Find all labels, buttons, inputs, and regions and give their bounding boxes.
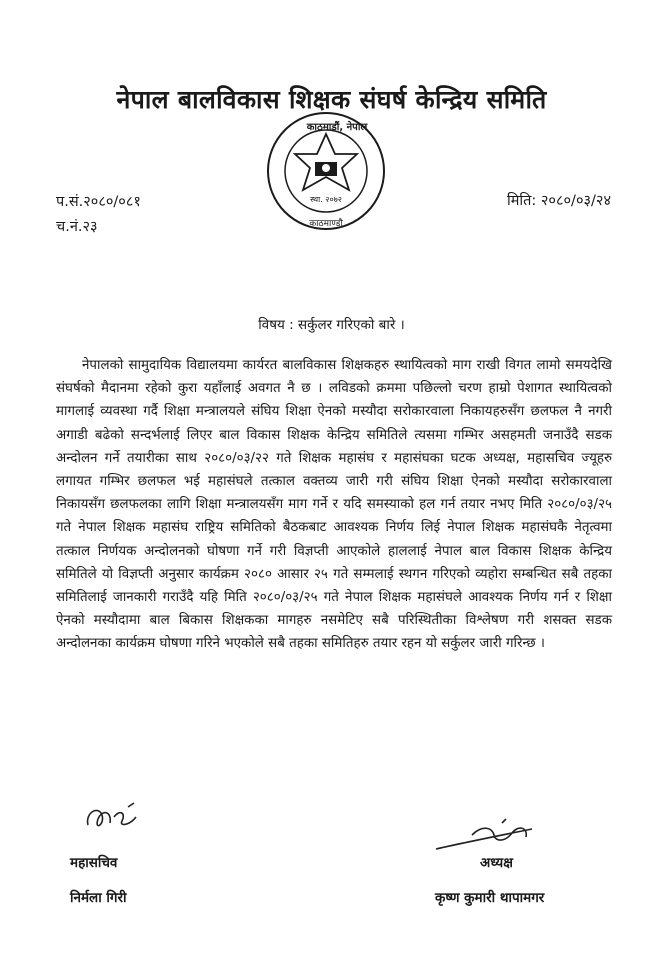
svg-text:काठमाडौं, नेपाल: काठमाडौं, नेपाल	[306, 122, 368, 133]
left-signatory-position: महासचिव	[70, 855, 118, 871]
right-signatory-position: अध्यक्ष	[480, 855, 513, 871]
body-paragraph: नेपालको सामुदायिक विद्यालयमा कार्यरत बालविकास शिक्षकहरु स्थायित्वको माग राखी विगत लामो समयदेखि संघर्षको मैदानमा रहेको कुरा यहाँलाई अवगत नै छ । लविडको क्रममा पछिल्लो चरण हाम्रो पेशागत स्थायित्वको मागलाई व्यवस्था गर्दै शिक्षा मन्त्रालयले संघिय शिक्षा ऐनको मस्यौदा सरोकारवाला निकायहरुसँग छलफल नै नगरी अगाडी बढेको सन्दर्भलाई लिएर बाल विकास शिक्षक केन्द्रिय समितिले त्यसमा गम्भिर असहमती जनाउँदै सडक अन्दोलन गर्ने तयारीका साथ २०८०/०३/२२ गते शिक्षक महासंघ र महासंघका घटक अध्यक्ष, महासचिव ज्यूहरु लगायत गम्भिर छलफल भई महासंघले तत्काल वक्तव्य जारी गरी संघिय शिक्षा ऐनको मस्यौदा सरोकारवाला निकायसँग छलफलका लागि शिक्षा मन्त्रालयसँग माग गर्ने र यदि समस्याको हल गर्न तयार नभए मिति २०८०/०३/२५ गते नेपाल शिक्षक महासंघ राष्ट्रिय समितिको बैठकबाट आवश्यक निर्णय लिई नेपाल शिक्षक महासंघकै नेतृत्वमा तत्काल निर्णयक अन्दोलनको घोषणा गर्ने गरी विज्ञप्ती आएकोले हाललाई नेपाल बाल विकास शिक्षक केन्द्रिय समितिले यो विज्ञप्ती अनुसार कार्यक्रम २०८० आसार २५ गते सम्मलाई स्थगन गरिएको व्यहोरा सम्बन्धित सबै तहका समितिलाई जानकारी गराउँदै यहि मिति २०८०/०३/२५ गते नेपाल शिक्षक महासंघले आवश्यक निर्णय गर्न र शिक्षा ऐनको मस्यौदामा बाल बिकास शिक्षकका मागहरु नसमेटिए सबै परिस्थितीका विश्लेषण गरी शसक्त सडक अन्दोलनका कार्यक्रम घोषणा गरिने भएकोले सबै तहका समितिहरु तयार रहन यो सर्कुलर जारी गरिन्छ ।	[56, 358, 612, 652]
organization-title: नेपाल बालविकास शिक्षक संघर्ष केन्द्रिय समिति	[116, 85, 547, 114]
fiscal-year: प.सं.२०८०/०८१	[56, 194, 141, 210]
left-signature	[80, 795, 150, 840]
letter-subject: विषय : सर्कुलर गरिएको बारे ।	[258, 317, 405, 333]
svg-text:काठमाण्डौ: काठमाण्डौ	[309, 219, 343, 229]
letter-body	[56, 354, 612, 656]
reference-block	[56, 190, 141, 240]
left-signatory-name: निर्मला गिरी	[70, 890, 127, 906]
right-signatory-name: कृष्ण कुमारी थापामगर	[435, 890, 545, 906]
organization-seal	[265, 110, 387, 232]
letter-date: मिति: २०८०/०३/२४	[506, 193, 611, 209]
dispatch-number: च.नं.२३	[56, 219, 98, 235]
right-signature	[432, 815, 552, 855]
svg-text:स्था. २०७२: स्था. २०७२	[310, 195, 342, 204]
